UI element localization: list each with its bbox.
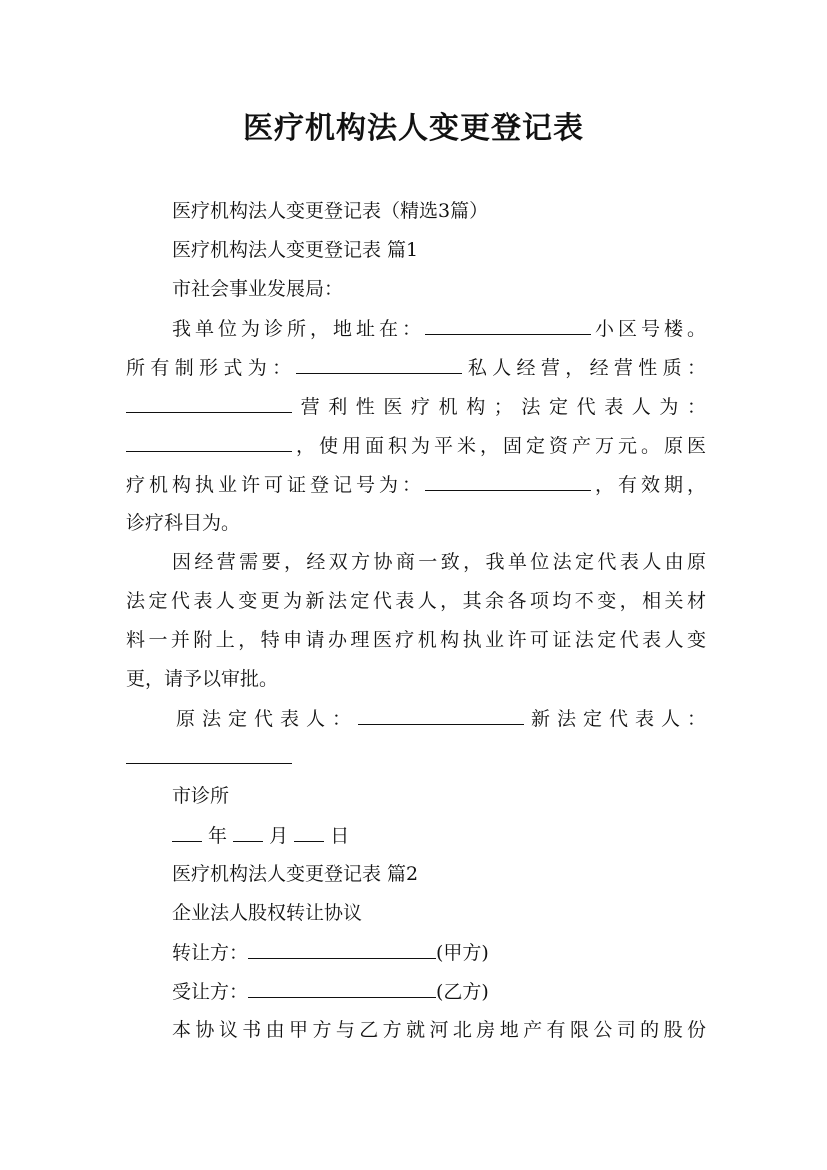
ownership-blank[interactable] [296, 355, 462, 374]
text-span: 所有制形式为： [126, 357, 297, 379]
text-span: 转让方： [172, 942, 249, 964]
license-number-blank[interactable] [425, 472, 591, 491]
paragraph-line: 因经营需要，经双方协商一致，我单位法定代表人由原 [172, 551, 706, 573]
signer-line: 市诊所 [172, 785, 230, 807]
transferee-line [172, 979, 706, 1004]
section-heading-1: 医疗机构法人变更登记表 篇1 [172, 239, 419, 261]
subtitle-line: 医疗机构法人变更登记表（精选3篇） [172, 200, 489, 222]
day-blank[interactable] [294, 823, 324, 842]
paragraph-line [126, 472, 706, 497]
paragraph-line [126, 355, 706, 380]
new-rep-blank[interactable] [126, 745, 292, 764]
original-rep-blank[interactable] [358, 706, 524, 725]
section-heading-2: 医疗机构法人变更登记表 篇2 [172, 863, 419, 885]
text-span: 新法定代表人： [524, 708, 706, 730]
text-span: (乙方) [436, 981, 489, 1003]
paragraph-line: 更，请予以审批。 [126, 668, 279, 690]
paragraph-line: 料一并附上，特申请办理医疗机构执业许可证法定代表人变 [126, 629, 706, 651]
text-span: 营利性医疗机构；法定代表人为： [292, 396, 706, 418]
document-title: 医疗机构法人变更登记表 [243, 111, 584, 146]
address-blank[interactable] [425, 316, 591, 335]
agreement-title: 企业法人股权转让协议 [172, 902, 363, 924]
text-span: 私人经营，经营性质： [462, 357, 706, 379]
paragraph-line: 本协议书由甲方与乙方就河北房地产有限公司的股份 [172, 1019, 706, 1041]
legal-rep-blank[interactable] [126, 433, 292, 452]
paragraph-line: 诊疗科目为。 [126, 512, 241, 534]
paragraph-line [126, 394, 706, 419]
paragraph-line [172, 316, 706, 341]
year-label: 年 [208, 825, 228, 847]
paragraph-line: 法定代表人变更为新法定代表人，其余各项均不变，相关材 [126, 590, 706, 612]
day-label: 日 [330, 825, 350, 847]
text-span: 受让方： [172, 981, 249, 1003]
text-span: ，使用面积为平米，固定资产万元。原医 [292, 435, 706, 457]
nature-blank[interactable] [126, 394, 292, 413]
text-span: 小区号楼。 [590, 318, 706, 340]
transferor-blank[interactable] [248, 940, 436, 959]
paragraph-line [126, 433, 706, 458]
month-blank[interactable] [233, 823, 263, 842]
text-span: 疗机构执业许可证登记号为： [126, 474, 425, 496]
transferor-line [172, 940, 706, 965]
text-span: 我单位为诊所，地址在： [172, 318, 425, 340]
text-span: 原法定代表人： [176, 708, 358, 730]
year-blank[interactable] [172, 823, 202, 842]
text-span: (甲方) [436, 942, 489, 964]
signature-line [176, 706, 706, 731]
signature-line [126, 745, 706, 770]
addressee-line: 市社会事业发展局： [172, 278, 344, 300]
transferee-blank[interactable] [248, 979, 436, 998]
text-span: ，有效期， [590, 474, 706, 496]
month-label: 月 [269, 825, 289, 847]
date-line [172, 823, 706, 848]
